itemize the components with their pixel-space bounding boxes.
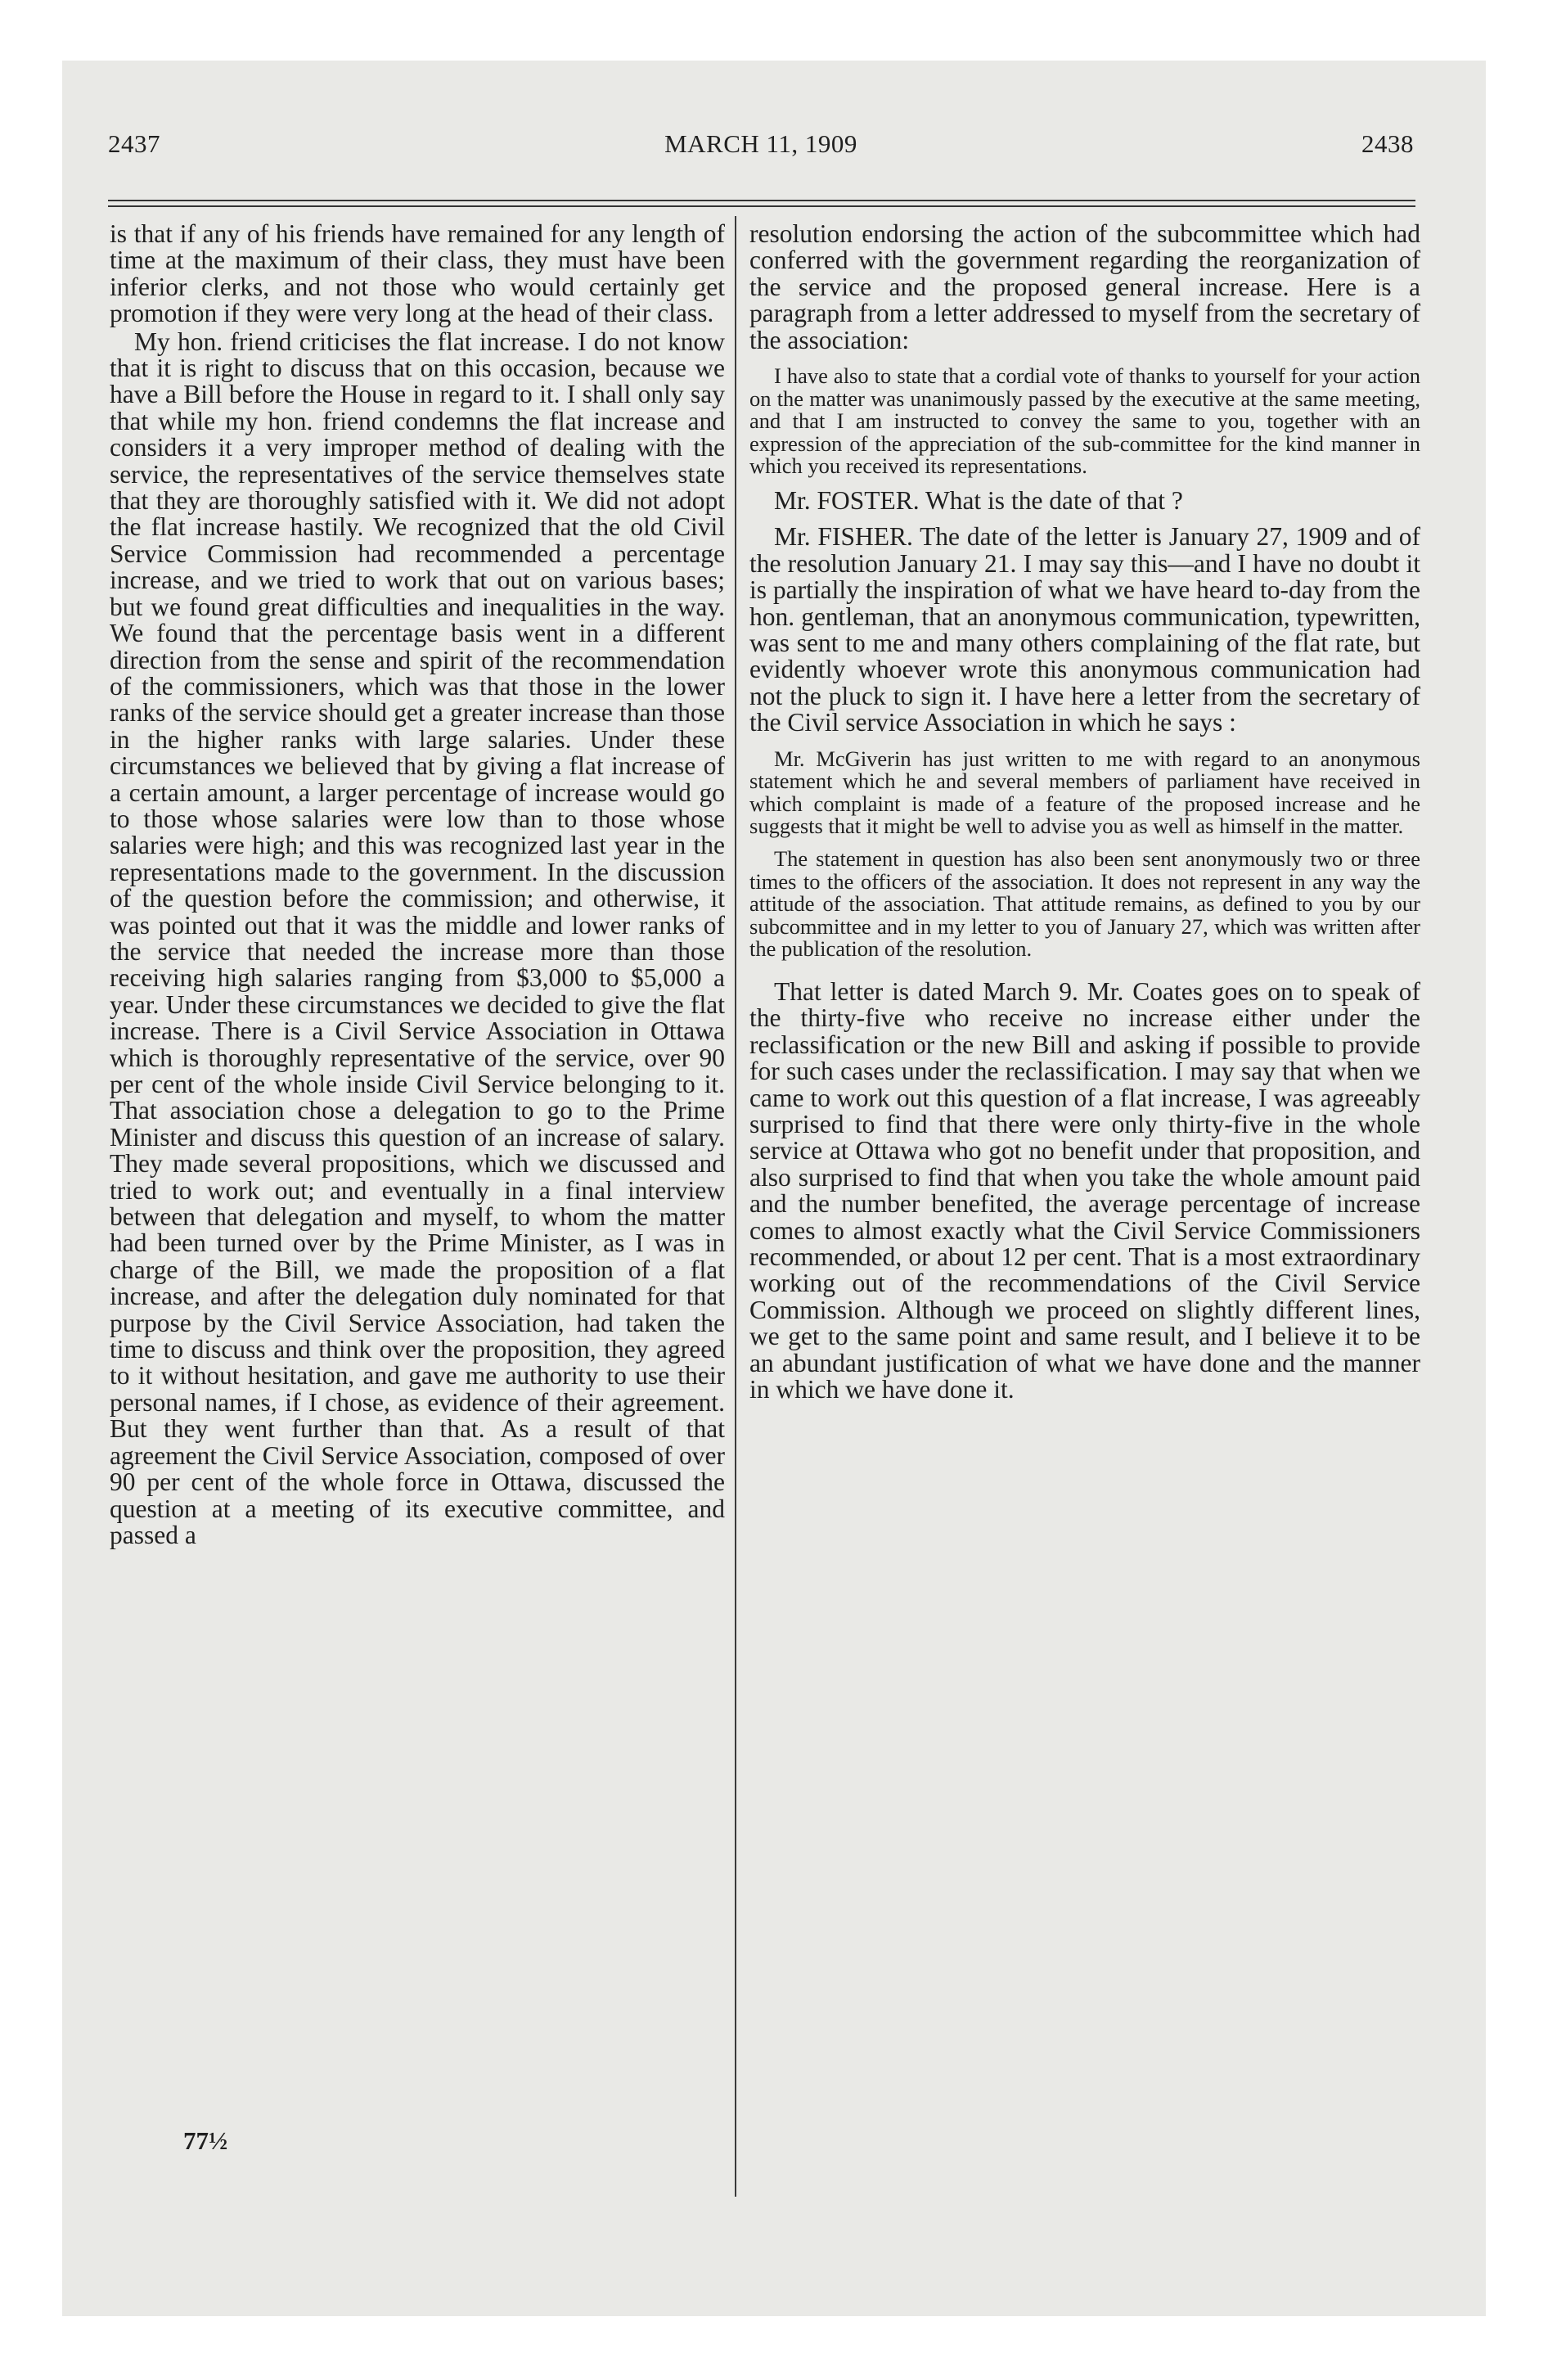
signature-mark: 77½ <box>183 2126 228 2155</box>
page-header <box>108 129 1414 170</box>
left-column <box>110 221 725 1550</box>
right-paragraph-2: Mr. FOSTER. What is the date of that ? <box>774 486 1183 515</box>
scanned-page <box>62 61 1486 2316</box>
block-quote-1: I have also to state that a cordial vote of thanks to yourself for your action on the matter was unanimously passed by the executive at the same meeting, and that I am instructed to convey the same to you, together with an expression of the appreciation of the sub-committee for the kind manner in which you received its representations. <box>749 363 1420 479</box>
right-paragraph-3: Mr. FISHER. The date of the letter is January 27, 1909 and of the resolution January 21. I may say this—and I have no doubt it is partially the inspiration of what we have heard to-day from the hon. gentleman, that an anonymous communication, typewritten, was sent to me and many others complaining of the flat rate, but evidently whoever wrote this anonymous communication had not the pluck to sign it. I have here a letter from the secretary of the Civil service Association in which he says : <box>749 522 1420 737</box>
block-quote-2: Mr. McGiverin has just written to me with regard to an anonymous statement which he and several members of parliament have received in which complaint is made of a feature of the proposed increase and he suggests that it might be well to advise you as well as himself in the matter. <box>749 746 1420 839</box>
block-quote-3: The statement in question has also been sent anonymously two or three times to the officers of the association. It does not represent in any way the attitude of the association. That attitude remains, as defined to you by our subcommittee and in my letter to you of January 27, which was written after the publication of the resolution. <box>749 846 1420 962</box>
page-number-left: 2437 <box>108 129 160 158</box>
header-date: MARCH 11, 1909 <box>664 129 857 158</box>
page-number-right: 2438 <box>1361 129 1414 158</box>
right-paragraph-1: resolution endorsing the action of the subcommittee which had conferred with the government regarding the reorganization of the service and the proposed general increase. Here is a paragraph from a letter addressed to myself from the secretary of the association: <box>749 221 1420 354</box>
right-paragraph-4: That letter is dated March 9. Mr. Coates goes on to speak of the thirty-five who receive no increase either under the reclassification or the new Bill and asking if possible to provide for such cases under the reclassification. I may say that when we came to work out this question of a flat increase, I was agreeably surprised to find that there were only thirty-five in the whole service at Ottawa who got no benefit under that proposition, and also surprised to find that when you take the whole amount paid and the number benefited, the average percentage of increase comes to almost exactly what the Civil Service Commissioners recommended, or about 12 per cent. That is a most extraordinary working out of the recommendations of the Civil Service Commission. Although we proceed on slightly different lines, we get to the same point and same result, and I believe it to be an abundant justification of what we have done and the manner in which we have done it. <box>749 977 1420 1404</box>
right-column <box>749 221 1420 1405</box>
header-double-rule <box>108 200 1415 207</box>
column-divider <box>735 216 736 2197</box>
left-paragraph-2: My hon. friend criticises the flat increase. I do not know that it is right to discuss that on this occasion, because we have a Bill before the House in regard to it. I shall only say that while my hon. friend condemns the flat increase and considers it a very improper method of dealing with the service, the representatives of the service themselves state that they are thoroughly satisfied with it. We did not adopt the flat increase hastily. We recognized that the old Civil Service Commission had recommended a percentage increase, and we tried to work that out on various bases; but we found great difficulties and inequalities in the way. We found that the percentage basis went in a different direction from the sense and spirit of the recommendation of the commissioners, which was that those in the lower ranks of the service should get a greater increase than those in the higher ranks with large salaries. Under these circumstances we believed that by giving a flat increase of a certain amount, a larger percentage of increase would go to those whose salaries were low than to those whose salaries were high; and this was recognized last year in the representations made to the government. In the discussion of the question before the commission; and otherwise, it was pointed out that it was the middle and lower ranks of the service that needed the increase more than those receiving high salaries ranging from $3,000 to $5,000 a year. Under these circumstances we decided to give the flat increase. There is a Civil Service Association in Ottawa which is thoroughly representative of the service, over 90 per cent of the whole inside Civil Service belonging to it. That association chose a delegation to go to the Prime Minister and discuss this question of an increase of salary. They made several propositions, which we discussed and tried to work out; and eventually in a final interview between that delegation and myself, to whom the matter had been turned over by the Prime Minister, as I was in charge of the Bill, we made the proposition of a flat increase, and after the delegation duly nominated for that purpose by the Civil Service Association, had taken the time to discuss and think over the proposition, they agreed to it without hesitation, and gave me authority to use their personal names, if I chose, as evidence of their agreement. But they went further than that. As a result of that agreement the Civil Service Association, composed of over 90 per cent of the whole force in Ottawa, discussed the question at a meeting of its executive committee, and passed a <box>110 327 725 1549</box>
left-paragraph-1: is that if any of his friends have remained for any length of time at the maximum of their class, they must have been inferior clerks, and not those who would certainly get promotion if they were very long at the head of their class. <box>110 221 725 328</box>
